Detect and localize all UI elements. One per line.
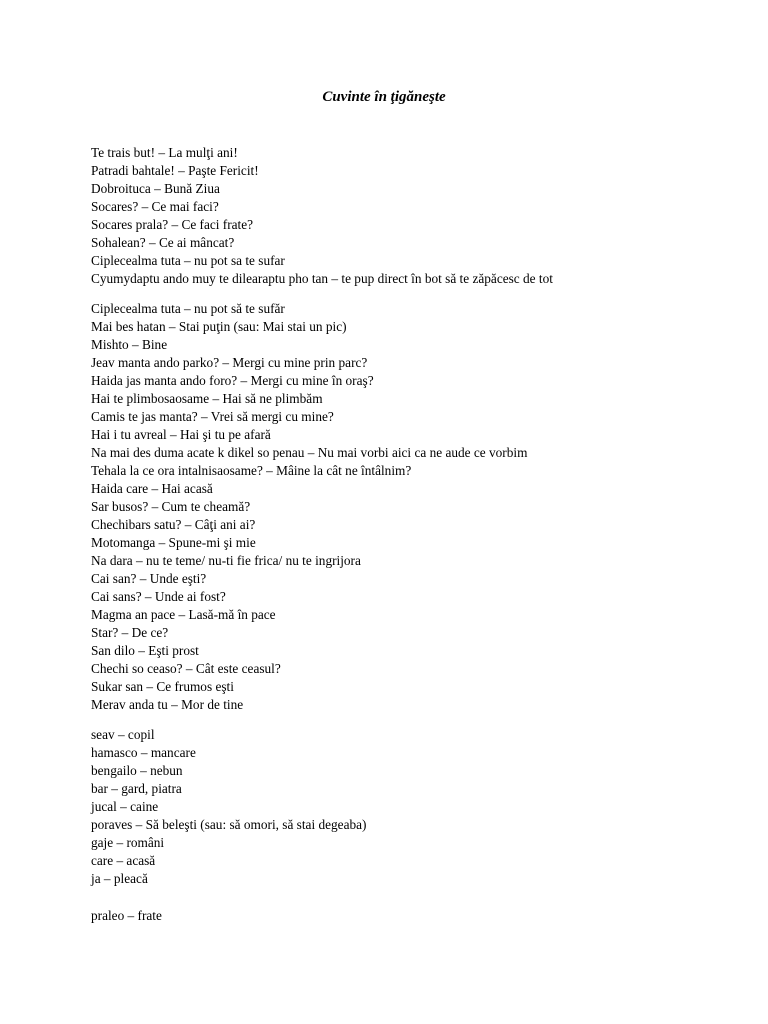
phrase-line: Haida care – Hai acasă	[91, 481, 213, 496]
phrase-line: Merav anda tu – Mor de tine	[91, 697, 244, 712]
vocabulary-line: care – acasă	[91, 853, 156, 868]
phrase-line: Ciplecealma tuta – nu pot sa te sufar	[91, 253, 285, 268]
phrase-line: Mai bes hatan – Stai puţin (sau: Mai stai un pic)	[91, 319, 347, 334]
phrase-line: Patradi bahtale! – Paşte Fericit!	[91, 163, 259, 178]
vocabulary-line: praleo – frate	[91, 908, 162, 923]
phrase-line: Mishto – Bine	[91, 337, 168, 352]
phrase-line: Jeav manta ando parko? – Mergi cu mine prin parc?	[91, 355, 368, 370]
phrase-line: Hai i tu avreal – Hai şi tu pe afară	[91, 427, 271, 442]
phrase-line: Motomanga – Spune-mi şi mie	[91, 535, 256, 550]
phrase-line: Sohalean? – Ce ai mâncat?	[91, 235, 235, 250]
phrase-line: Ciplecealma tuta – nu pot să te sufăr	[91, 301, 285, 316]
phrase-line: Dobroituca – Bună Ziua	[91, 181, 220, 196]
phrase-line: Star? – De ce?	[91, 625, 169, 640]
phrase-line: Sukar san – Ce frumos eşti	[91, 679, 234, 694]
phrase-line: Socares prala? – Ce faci frate?	[91, 217, 254, 232]
phrase-line: Camis te jas manta? – Vrei să mergi cu mine?	[91, 409, 334, 424]
phrase-line: Sar busos? – Cum te cheamă?	[91, 499, 251, 514]
vocabulary-line: ja – pleacă	[91, 871, 148, 886]
phrase-line: Chechibars satu? – Câţi ani ai?	[91, 517, 256, 532]
phrase-line: Te trais but! – La mulţi ani!	[91, 145, 238, 160]
vocabulary-line: poraves – Să beleşti (sau: să omori, să stai degeaba)	[91, 817, 367, 832]
vocabulary-line: bar – gard, piatra	[91, 781, 182, 796]
vocabulary-line: hamasco – mancare	[91, 745, 196, 760]
vocabulary-group-extra	[91, 907, 751, 925]
phrase-line: Hai te plimbosaosame – Hai să ne plimbăm	[91, 391, 323, 406]
vocabulary-line: jucal – caine	[91, 799, 159, 814]
vocabulary-group	[91, 726, 751, 888]
phrase-line: Magma an pace – Lasă-mă în pace	[91, 607, 276, 622]
phrase-line: Na mai des duma acate k dikel so penau – Nu mai vorbi aici ca ne aude ce vorbim	[91, 445, 528, 460]
phrase-line: Socares? – Ce mai faci?	[91, 199, 219, 214]
vocabulary-line: gaje – români	[91, 835, 165, 850]
phrase-line: San dilo – Eşti prost	[91, 643, 199, 658]
phrase-group-greetings	[91, 144, 751, 288]
phrase-line: Tehala la ce ora intalnisaosame? – Mâine la cât ne întâlnim?	[91, 463, 412, 478]
phrase-line: Chechi so ceaso? – Cât este ceasul?	[91, 661, 281, 676]
phrase-line: Cai sans? – Unde ai fost?	[91, 589, 226, 604]
phrase-line: Cyumydaptu ando muy te dilearaptu pho tan – te pup direct în bot să te zăpăcesc de tot	[91, 271, 553, 286]
vocabulary-line: bengailo – nebun	[91, 763, 183, 778]
vocabulary-line: seav – copil	[91, 727, 155, 742]
phrase-line: Haida jas manta ando foro? – Mergi cu mine în oraş?	[91, 373, 374, 388]
phrase-group-conversation	[91, 300, 751, 714]
phrase-line: Cai san? – Unde eşti?	[91, 571, 207, 586]
document-title: Cuvinte în ţigăneşte	[322, 89, 446, 105]
phrase-line: Na dara – nu te teme/ nu-ti fie frica/ nu te ingrijora	[91, 553, 361, 568]
